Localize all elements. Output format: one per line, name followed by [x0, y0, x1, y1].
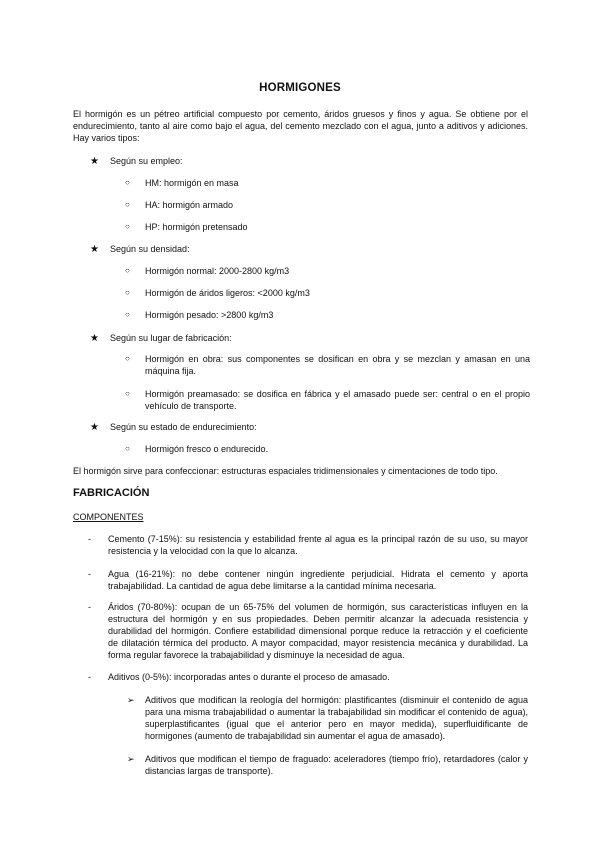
bullet-group-endurecimiento	[90, 421, 257, 433]
list-item-text: Hormigón fresco o endurecido.	[145, 444, 269, 454]
list-item-text: Hormigón en obra: sus componentes se dosifican en obra y se mezclan y amasan en una máquina fija.	[145, 354, 530, 376]
group-label: Según su lugar de fabricación:	[110, 333, 232, 343]
star-bullet-icon: ★	[90, 244, 99, 255]
additive-text: Aditivos que modifican el tiempo de fraguado: aceleradores (tiempo frío), retardadores (calor y distancias largas de transporte).	[145, 754, 528, 776]
component-item-aditivos	[88, 671, 528, 683]
list-item	[125, 265, 530, 277]
component-text: Áridos (70-80%): ocupan de un 65-75% del volumen de hormigón, sus características influyen en la estructura del hormigón y en sus propiedades. Deben permitir alcanzar la adecuada resistencia y durabilidad del hormigón. Confiere estabilidad dimensional porque reduce la retracción y el coeficiente de dilatación térmica del producto. A mayor compacidad, mayor resistencia mecánica y durabilidad. La forma regular favorece la trabajabilidad y disminuye la necesidad de agua.	[108, 602, 528, 660]
dash-bullet-icon: -	[88, 534, 91, 544]
component-item-agua	[88, 568, 528, 592]
list-item	[125, 353, 530, 377]
component-text: Aditivos (0-5%): incorporadas antes o durante el proceso de amasado.	[108, 672, 390, 682]
circle-bullet-icon: ○	[125, 288, 130, 297]
circle-bullet-icon: ○	[125, 266, 130, 275]
closing-paragraph: El hormigón sirve para confeccionar: estructuras espaciales tridimensionales y cimentaciones de todo tipo.	[73, 466, 498, 476]
list-item-text: Hormigón de áridos ligeros: <2000 kg/m3	[145, 288, 310, 298]
circle-bullet-icon: ○	[125, 310, 130, 319]
circle-bullet-icon: ○	[125, 178, 130, 187]
list-item-text: HP: hormigón pretensado	[145, 222, 248, 232]
additive-text: Aditivos que modifican la reología del hormigón: plastificantes (disminuir el contenido de agua para una misma trabajabilidad o aumentar la trabajabilidad sin modificar el contenido de agua), superplastificantes (igual que el anterior pero en mayor medida), superfluidificante de hormigones (aumento de trabajabilidad sin aumentar el agua de amasado).	[145, 695, 528, 741]
component-item-aridos	[88, 601, 528, 661]
list-item-text: Hormigón normal: 2000-2800 kg/m3	[145, 266, 290, 276]
list-item-text: Hormigón pesado: >2800 kg/m3	[145, 310, 274, 320]
dash-bullet-icon: -	[88, 569, 91, 579]
list-item	[125, 309, 530, 321]
circle-bullet-icon: ○	[125, 222, 130, 231]
group-label: Según su estado de endurecimiento:	[110, 422, 257, 432]
star-bullet-icon: ★	[90, 156, 99, 167]
additive-item	[127, 694, 528, 742]
circle-bullet-icon: ○	[125, 389, 130, 398]
component-text: Agua (16-21%): no debe contener ningún ingrediente perjudicial. Hidrata el cemento y aporta trabajabilidad. La cantidad de agua debe limitarse a la cantidad mínima necesaria.	[108, 569, 528, 591]
list-item	[125, 287, 530, 299]
list-item	[125, 388, 530, 412]
group-label: Según su densidad:	[110, 244, 190, 254]
dash-bullet-icon: -	[88, 672, 91, 682]
component-text: Cemento (7-15%): su resistencia y estabilidad frente al agua es la principal razón de su uso, su mayor resistencia y la velocidad con la que lo alcanza.	[108, 534, 528, 556]
list-item-text: HA: hormigón armado	[145, 200, 234, 210]
component-item-cemento	[88, 533, 528, 557]
list-item	[125, 199, 530, 211]
circle-bullet-icon: ○	[125, 444, 130, 453]
subsection-heading: COMPONENTES	[73, 512, 144, 522]
page-title: HORMIGONES	[259, 82, 341, 94]
additive-item	[127, 753, 528, 777]
list-item	[125, 221, 530, 233]
arrow-bullet-icon: ➢	[127, 754, 135, 764]
dash-bullet-icon: -	[88, 602, 91, 612]
star-bullet-icon: ★	[90, 333, 99, 344]
list-item-text: HM: hormigón en masa	[145, 178, 239, 188]
intro-paragraph: El hormigón es un pétreo artificial compuesto por cemento, áridos gruesos y finos y agua. Se obtiene por el endurecimiento, tanto al aire como bajo el agua, del cemento mezclado con el agua, junto a aditivos y adiciones. Hay varios tipos:	[73, 109, 528, 143]
group-label: Según su empleo:	[110, 156, 183, 166]
bullet-group-empleo	[90, 155, 183, 167]
list-item-text: Hormigón preamasado: se dosifica en fábrica y el amasado puede ser: central o en el propio vehículo de transporte.	[145, 389, 530, 411]
list-item	[125, 443, 530, 455]
circle-bullet-icon: ○	[125, 354, 130, 363]
section-heading: FABRICACIÓN	[73, 487, 150, 499]
list-item	[125, 177, 530, 189]
bullet-group-fabricacion	[90, 332, 232, 344]
bullet-group-densidad	[90, 243, 190, 255]
arrow-bullet-icon: ➢	[127, 695, 135, 705]
star-bullet-icon: ★	[90, 422, 99, 433]
circle-bullet-icon: ○	[125, 200, 130, 209]
